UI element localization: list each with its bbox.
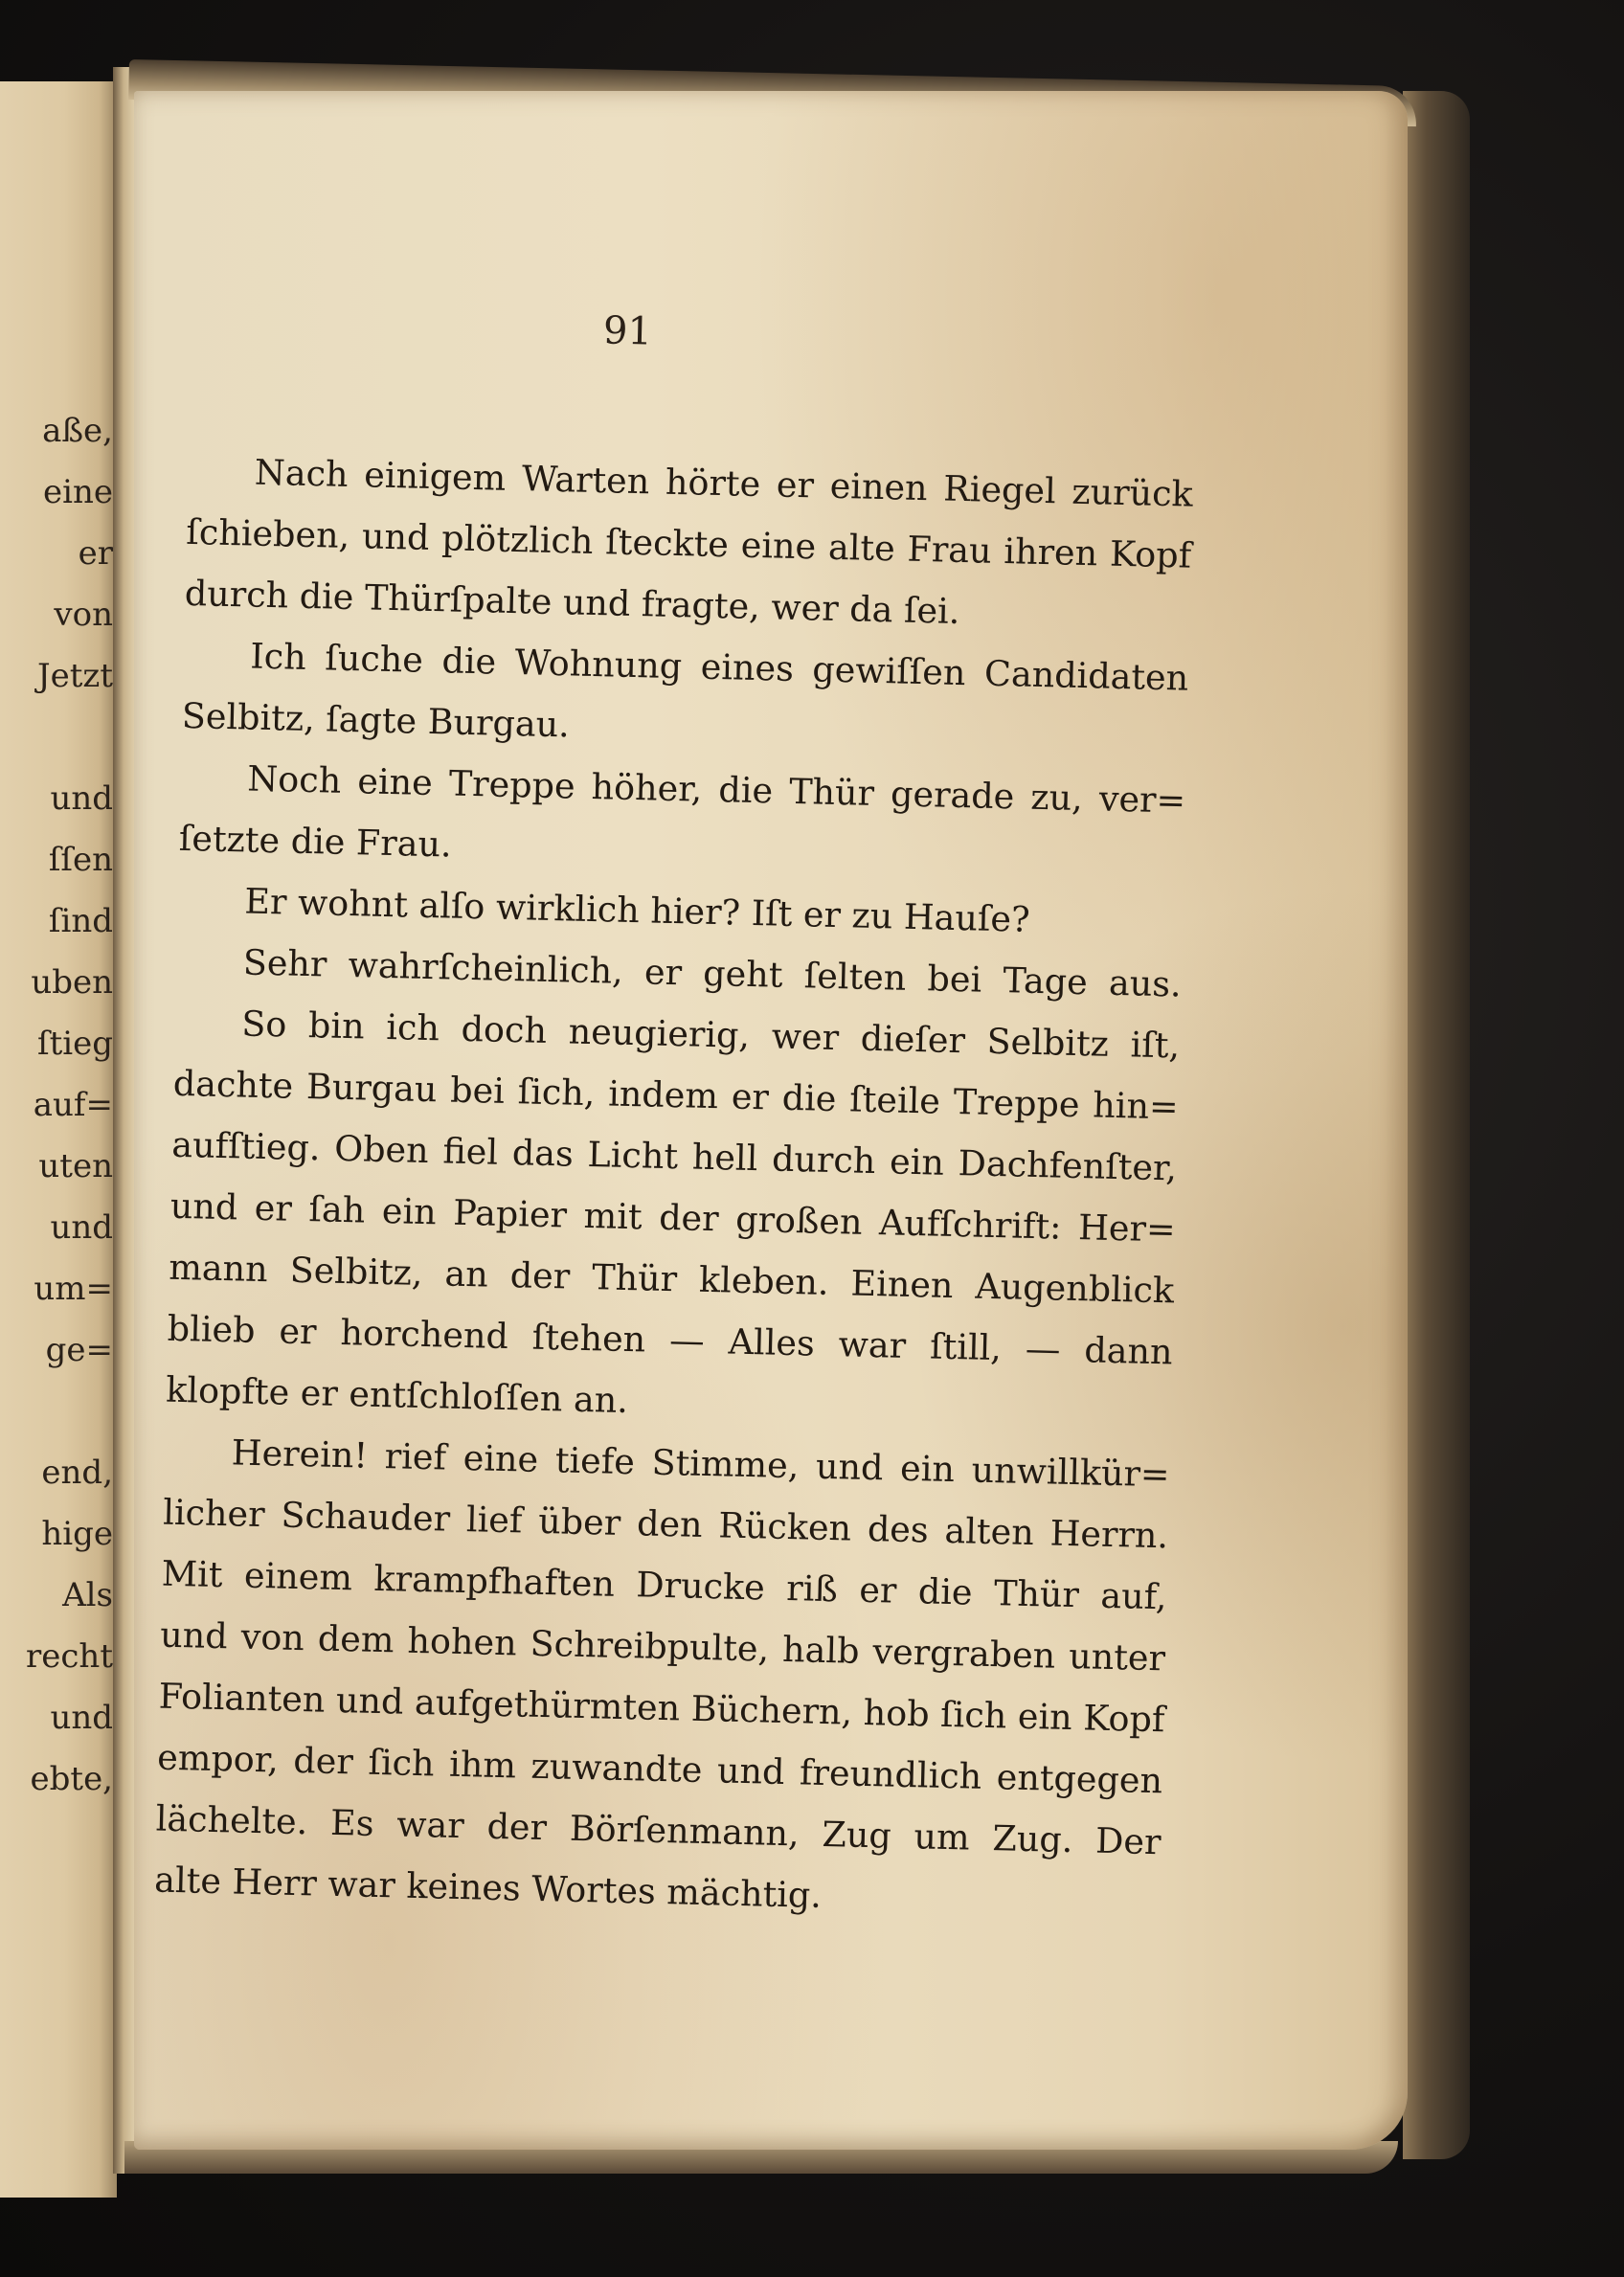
text-line: lächelte. Es war der Börſenmann, Zug um Zug. Der: [155, 1797, 1162, 1863]
left-page-fragment: ſtieg: [36, 1025, 113, 1063]
page-number: 91: [602, 308, 653, 354]
text-line: Er wohnt alſo wirklich hier? Iſt er zu Hauſe?: [243, 880, 1031, 940]
left-page-fragment: ſſen: [48, 841, 113, 879]
left-page-fragment: Jetzt: [37, 657, 113, 695]
left-page-fragment: aße,: [42, 412, 113, 450]
text-line: mann Selbitz, an der Thür kleben. Einen Augenblick: [168, 1246, 1175, 1312]
text-line: alte Herr war keines Wortes mächtig.: [153, 1859, 823, 1916]
book-page: [134, 91, 1408, 2150]
left-page-fragment: ebte,: [30, 1760, 113, 1798]
left-page-fragment: end,: [41, 1454, 113, 1492]
left-page-fragment: auf=: [33, 1086, 113, 1124]
text-line: ſchieben, und plötzlich ſteckte eine alte Frau ihren Kopf: [185, 510, 1192, 576]
text-line: Sehr wahrſcheinlich, er geht ſelten bei Tage aus.: [242, 941, 1183, 1005]
left-page-fragment: uten: [38, 1147, 113, 1185]
left-facing-page: [0, 81, 117, 2198]
left-page-fragment: Als: [62, 1576, 113, 1614]
left-page-fragment: er: [78, 534, 113, 573]
text-line: Noch eine Treppe höher, die Thür gerade zu, ver=: [246, 757, 1186, 822]
text-line: Nach einigem Warten hörte er einen Riegel zurück: [254, 451, 1194, 515]
left-page-fragment: und: [50, 1208, 113, 1247]
text-line: empor, der ſich ihm zuwandte und freundlich entgegen: [156, 1736, 1163, 1802]
left-page-fragment: ge=: [45, 1331, 113, 1369]
text-line: Ich ſuche die Wohnung eines gewiſſen Candidaten: [249, 635, 1189, 699]
left-page-fragment: ſind: [48, 902, 113, 940]
left-page-fragment: und: [50, 779, 113, 818]
page-block-edge: [1403, 91, 1470, 2159]
text-line: Selbitz, ſagte Burgau.: [181, 694, 571, 746]
text-line: und von dem hohen Schreibpulte, halb vergraben unter: [159, 1613, 1166, 1680]
text-line: ſetzte die Frau.: [178, 817, 453, 866]
left-page-fragment: und: [50, 1699, 113, 1737]
left-page-fragment: eine: [42, 473, 113, 511]
text-line: und er ſah ein Papier mit der großen Aufſchrift: Her=: [169, 1184, 1177, 1251]
text-line: Herein! rief eine tiefe Stimme, und ein unwillkür=: [231, 1432, 1171, 1496]
text-line: So bin ich doch neugierig, wer dieſer Selbitz iſt,: [240, 1003, 1181, 1067]
text-line: aufſtieg. Oben fiel das Licht hell durch ein Dachfenſter,: [170, 1123, 1178, 1189]
text-line: blieb er horchend ſtehen — Alles war ſtill, — dann: [167, 1307, 1174, 1373]
left-page-fragment: um=: [34, 1270, 113, 1308]
left-page-fragment: recht: [26, 1637, 113, 1676]
left-page-fragment: hige: [41, 1515, 113, 1553]
text-line: Mit einem krampfhaften Drucke riß er die Thür auf,: [161, 1552, 1168, 1618]
text-line: klopfte er entſchloſſen an.: [165, 1368, 629, 1422]
text-line: durch die Thürſpalte und fragte, wer da ſei.: [184, 572, 960, 632]
left-page-fragment: uben: [31, 963, 113, 1002]
text-line: Folianten und aufgethürmten Büchern, hob ſich ein Kopf: [158, 1675, 1165, 1741]
text-line: dachte Burgau bei ſich, indem er die ſteile Treppe hin=: [172, 1062, 1180, 1128]
text-line: licher Schauder lief über den Rücken des alten Herrn.: [162, 1491, 1169, 1557]
left-page-fragment: von: [54, 596, 113, 634]
